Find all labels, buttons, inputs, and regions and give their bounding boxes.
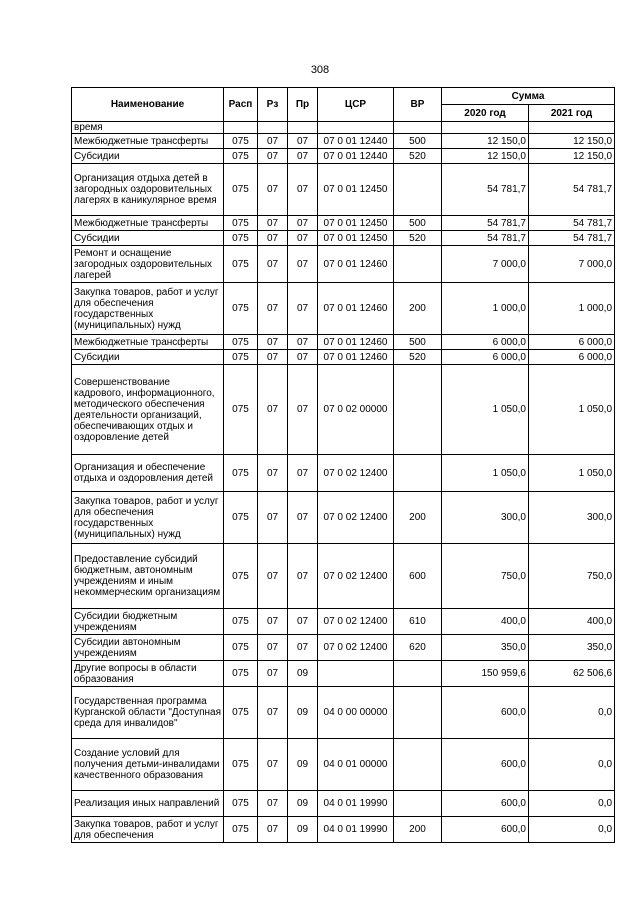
table-row [72,492,615,544]
table-cell-pr: 07 [288,134,318,149]
table-cell-2020: 6 000,0 [442,350,529,365]
table-cell-csr: 07 0 01 12450 [318,216,394,231]
table-cell-rz: 07 [258,455,288,492]
table-cell-pr: 07 [288,246,318,283]
table-cell-2020: 54 781,7 [442,231,529,246]
table-cell-name: Закупка товаров, работ и услуг для обеспечения государственных (муниципальных) нужд [72,283,224,335]
table-cell-2020: 54 781,7 [442,216,529,231]
table-cell-2021: 54 781,7 [529,216,615,231]
table-cell-name: время [72,122,224,134]
table-cell-rasp: 075 [224,246,258,283]
table-cell-rasp: 075 [224,455,258,492]
table-cell-vr [394,687,442,739]
table-cell-rasp: 075 [224,791,258,817]
table-cell-vr [394,739,442,791]
table-cell-csr [318,661,394,687]
table-cell-csr: 04 0 01 00000 [318,739,394,791]
table-cell-rasp: 075 [224,350,258,365]
table-cell-vr [394,791,442,817]
table-cell-csr: 07 0 02 12400 [318,544,394,609]
table-row [72,149,615,164]
table-cell-2020: 600,0 [442,739,529,791]
header-vr: ВР [394,88,442,122]
table-body [72,122,615,843]
table-cell-csr: 07 0 01 12440 [318,134,394,149]
table-row [72,791,615,817]
table-cell-2021: 1 050,0 [529,365,615,455]
table-cell-2020: 150 959,6 [442,661,529,687]
table-cell-rz: 07 [258,149,288,164]
table-cell-2021: 300,0 [529,492,615,544]
table-cell-rasp: 075 [224,283,258,335]
table-cell-rz: 07 [258,635,288,661]
table-cell-2020: 350,0 [442,635,529,661]
table-cell-rz: 07 [258,350,288,365]
table-cell-vr: 610 [394,609,442,635]
table-cell-csr: 07 0 01 12460 [318,246,394,283]
table-cell-pr: 07 [288,635,318,661]
table-cell-2020: 6 000,0 [442,335,529,350]
table-cell-vr: 520 [394,350,442,365]
table-cell-csr: 07 0 02 12400 [318,455,394,492]
table-row [72,122,615,134]
table-cell-csr: 07 0 01 12460 [318,335,394,350]
table-cell-vr [394,122,442,134]
table-cell-2021: 12 150,0 [529,134,615,149]
table-cell-rz [258,122,288,134]
table-cell-name: Межбюджетные трансферты [72,216,224,231]
table-cell-2020: 7 000,0 [442,246,529,283]
table-cell-rasp: 075 [224,544,258,609]
table-cell-rz: 07 [258,216,288,231]
table-cell-2020 [442,122,529,134]
table-cell-2021: 750,0 [529,544,615,609]
table-cell-name: Субсидии [72,149,224,164]
table-cell-rasp: 075 [224,609,258,635]
table-cell-2021: 12 150,0 [529,149,615,164]
table-row [72,164,615,216]
table-cell-2021: 6 000,0 [529,335,615,350]
table-cell-pr: 07 [288,283,318,335]
table-row [72,216,615,231]
table-cell-rz: 07 [258,687,288,739]
table-cell-vr: 200 [394,283,442,335]
table-cell-name: Субсидии [72,350,224,365]
table-cell-rz: 07 [258,283,288,335]
table-cell-name: Организация отдыха детей в загородных оздоровительных лагерях в каникулярное время [72,164,224,216]
table-cell-name: Другие вопросы в области образования [72,661,224,687]
table-cell-2021: 6 000,0 [529,350,615,365]
table-cell-2020: 1 050,0 [442,455,529,492]
table-cell-rasp: 075 [224,817,258,843]
table-cell-vr [394,164,442,216]
table-cell-2020: 750,0 [442,544,529,609]
table-cell-rasp: 075 [224,365,258,455]
table-cell-name: Субсидии автономным учреждениям [72,635,224,661]
table-cell-vr: 500 [394,216,442,231]
table-cell-rz: 07 [258,365,288,455]
table-cell-csr: 07 0 02 12400 [318,609,394,635]
table-cell-pr: 07 [288,231,318,246]
table-cell-csr: 07 0 02 12400 [318,635,394,661]
table-cell-2021: 1 000,0 [529,283,615,335]
table-row [72,739,615,791]
table-header [72,88,615,122]
table-cell-vr [394,661,442,687]
table-cell-rasp: 075 [224,216,258,231]
table-cell-pr: 07 [288,609,318,635]
table-cell-rz: 07 [258,739,288,791]
table-cell-pr: 07 [288,492,318,544]
table-cell-2020: 1 050,0 [442,365,529,455]
table-cell-pr: 09 [288,817,318,843]
table-row [72,687,615,739]
table-cell-rz: 07 [258,164,288,216]
table-cell-vr: 520 [394,149,442,164]
table-cell-rasp: 075 [224,134,258,149]
table-row [72,231,615,246]
table-cell-2020: 12 150,0 [442,149,529,164]
table-row [72,283,615,335]
table-cell-vr: 600 [394,544,442,609]
table-cell-vr: 500 [394,335,442,350]
table-cell-2020: 1 000,0 [442,283,529,335]
table-cell-vr [394,365,442,455]
table-row [72,635,615,661]
table-cell-2021: 350,0 [529,635,615,661]
table-cell-csr: 04 0 01 19990 [318,791,394,817]
table-row [72,661,615,687]
table-cell-csr: 07 0 02 00000 [318,365,394,455]
table-row [72,335,615,350]
table-cell-rasp: 075 [224,164,258,216]
table-cell-2021: 400,0 [529,609,615,635]
table-cell-2021: 0,0 [529,687,615,739]
table-cell-2021 [529,122,615,134]
table-cell-csr: 07 0 01 12450 [318,164,394,216]
table-cell-2021: 0,0 [529,791,615,817]
table-row [72,544,615,609]
table-cell-2021: 0,0 [529,817,615,843]
header-sum: Сумма [442,88,615,105]
table-cell-2020: 54 781,7 [442,164,529,216]
table-cell-rasp: 075 [224,661,258,687]
table-cell-name: Совершенствование кадрового, информационного, методического обеспечения деятельности организаций, обеспечивающих отдых и оздоровление детей [72,365,224,455]
table-cell-pr: 07 [288,544,318,609]
table-cell-rz: 07 [258,246,288,283]
table-cell-rz: 07 [258,817,288,843]
page-number: 308 [310,64,330,76]
table-row [72,246,615,283]
table-cell-rz: 07 [258,231,288,246]
table-cell-pr: 07 [288,350,318,365]
table-cell-2021: 7 000,0 [529,246,615,283]
table-cell-vr: 200 [394,817,442,843]
table-cell-name: Межбюджетные трансферты [72,335,224,350]
table-cell-name: Закупка товаров, работ и услуг для обеспечения государственных (муниципальных) нужд [72,492,224,544]
table-cell-rasp: 075 [224,149,258,164]
table-cell-rasp: 075 [224,335,258,350]
table-cell-pr: 07 [288,365,318,455]
table-cell-pr [288,122,318,134]
table-cell-rasp: 075 [224,739,258,791]
table-cell-rasp: 075 [224,687,258,739]
table-cell-name: Субсидии бюджетным учреждениям [72,609,224,635]
table-cell-2021: 62 506,6 [529,661,615,687]
table-cell-rz: 07 [258,492,288,544]
table-row [72,609,615,635]
table-row [72,365,615,455]
table-cell-pr: 07 [288,335,318,350]
header-pr: Пр [288,88,318,122]
header-csr: ЦСР [318,88,394,122]
table-cell-csr: 07 0 01 12460 [318,350,394,365]
table-cell-rz: 07 [258,661,288,687]
table-row [72,350,615,365]
table-cell-2021: 0,0 [529,739,615,791]
table-cell-name: Создание условий для получения детьми-инвалидами качественного образования [72,739,224,791]
table-cell-pr: 09 [288,791,318,817]
table-cell-2021: 54 781,7 [529,164,615,216]
table-cell-pr: 07 [288,455,318,492]
table-cell-rz: 07 [258,544,288,609]
table-row [72,817,615,843]
table-cell-2020: 300,0 [442,492,529,544]
table-cell-2020: 12 150,0 [442,134,529,149]
table-cell-2020: 600,0 [442,817,529,843]
header-rasp: Расп [224,88,258,122]
table-cell-rz: 07 [258,609,288,635]
budget-table [71,87,615,843]
table-cell-name: Закупка товаров, работ и услуг для обеспечения [72,817,224,843]
table-cell-2020: 400,0 [442,609,529,635]
table-cell-vr: 200 [394,492,442,544]
table-cell-2020: 600,0 [442,687,529,739]
table-cell-rasp: 075 [224,231,258,246]
table-cell-csr: 04 0 01 19990 [318,817,394,843]
table-cell-name: Реализация иных направлений [72,791,224,817]
table-cell-rasp [224,122,258,134]
table-cell-pr: 07 [288,216,318,231]
table-row [72,134,615,149]
table-cell-csr: 07 0 01 12450 [318,231,394,246]
table-cell-name: Предоставление субсидий бюджетным, автономным учреждениям и иным некоммерческим организациям [72,544,224,609]
table-cell-vr: 500 [394,134,442,149]
table-cell-pr: 07 [288,164,318,216]
table-cell-rasp: 075 [224,635,258,661]
table-cell-vr [394,455,442,492]
table-cell-name: Государственная программа Курганской области "Доступная среда для инвалидов" [72,687,224,739]
table-cell-vr: 520 [394,231,442,246]
table-cell-rasp: 075 [224,492,258,544]
table-cell-csr: 07 0 02 12400 [318,492,394,544]
table-cell-csr: 07 0 01 12440 [318,149,394,164]
header-2021: 2021 год [529,105,615,122]
table-row [72,455,615,492]
table-cell-rz: 07 [258,335,288,350]
table-cell-pr: 07 [288,149,318,164]
table-cell-name: Субсидии [72,231,224,246]
table-cell-vr: 620 [394,635,442,661]
table-cell-2020: 600,0 [442,791,529,817]
table-cell-name: Организация и обеспечение отдыха и оздоровления детей [72,455,224,492]
header-2020: 2020 год [442,105,529,122]
table-cell-rz: 07 [258,791,288,817]
table-cell-name: Ремонт и оснащение загородных оздоровительных лагерей [72,246,224,283]
table-cell-csr: 07 0 01 12460 [318,283,394,335]
table-cell-pr: 09 [288,661,318,687]
table-cell-csr [318,122,394,134]
header-name: Наименование [72,88,224,122]
table-cell-pr: 09 [288,739,318,791]
table-cell-vr [394,246,442,283]
table-cell-name: Межбюджетные трансферты [72,134,224,149]
table-cell-csr: 04 0 00 00000 [318,687,394,739]
table-cell-2021: 1 050,0 [529,455,615,492]
table-cell-2021: 54 781,7 [529,231,615,246]
table-cell-rz: 07 [258,134,288,149]
table-cell-pr: 09 [288,687,318,739]
header-rz: Рз [258,88,288,122]
